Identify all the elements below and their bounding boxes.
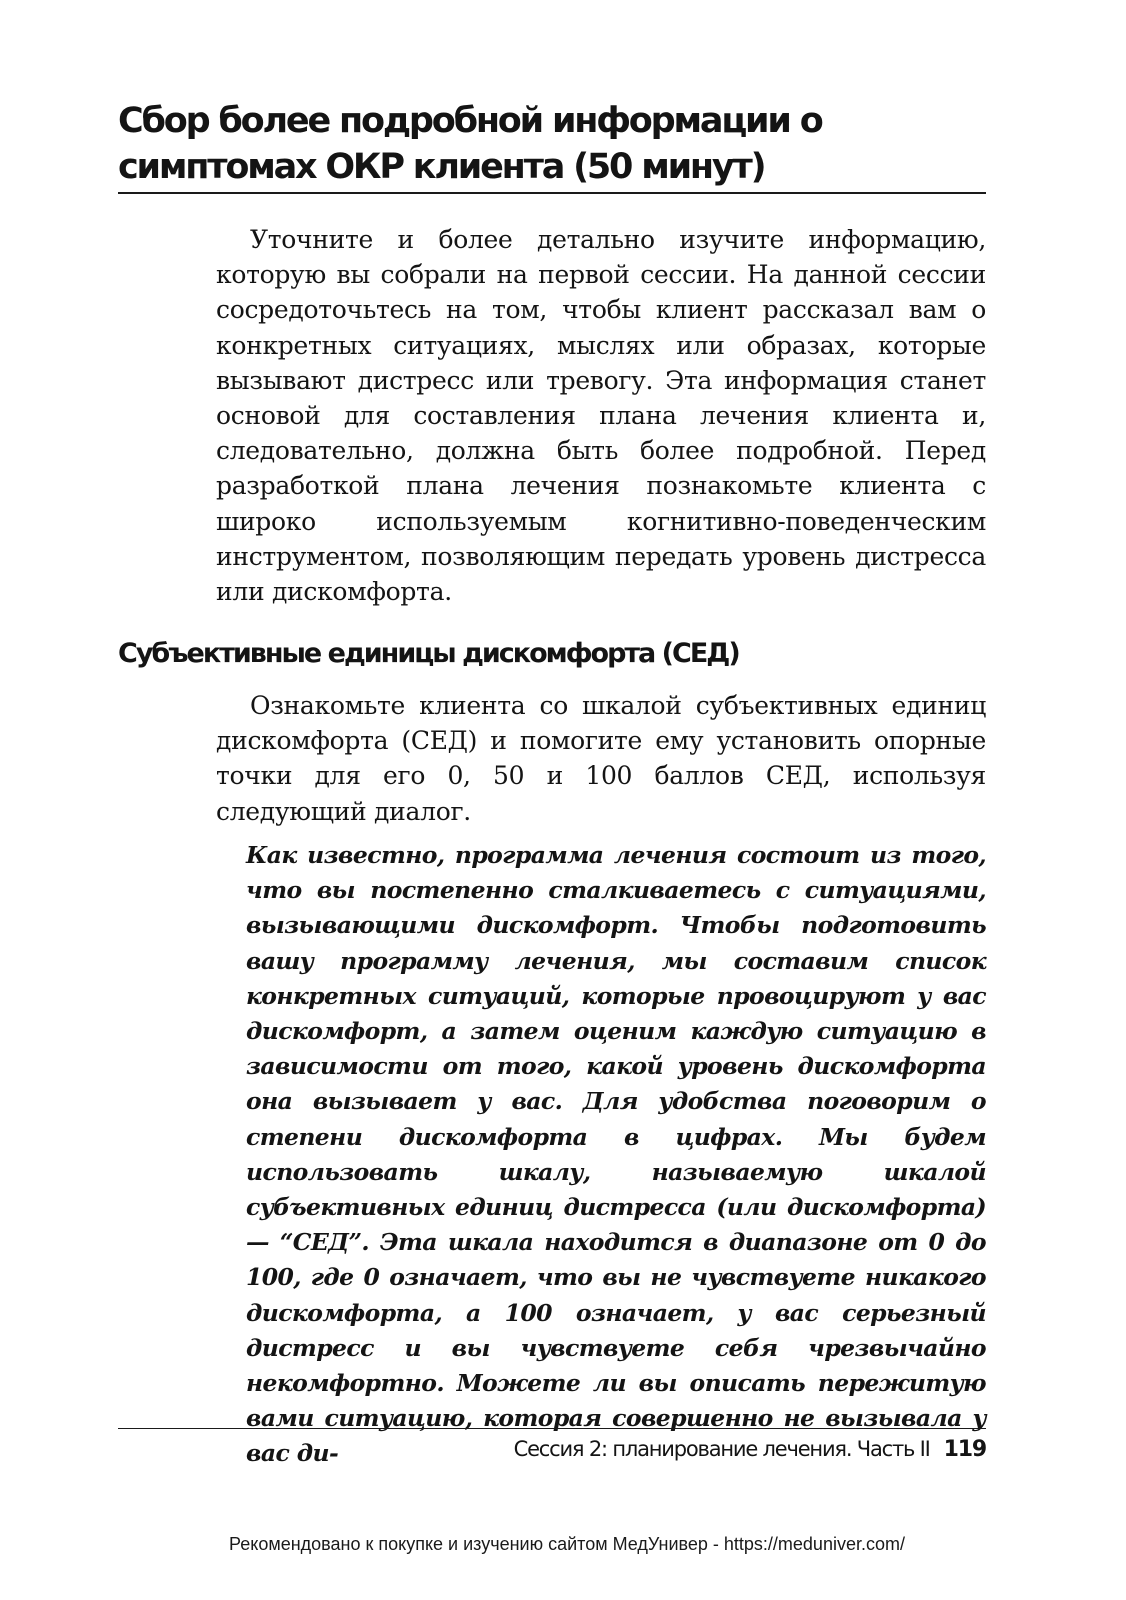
page-number: 119 [943,1437,986,1462]
page-footer [514,1434,986,1465]
body-paragraph-1 [216,222,986,609]
section-heading: Сбор более подробной информации о симптомах ОКР клиента (50 минут) [118,101,822,187]
watermark-text: Рекомендовано к покупке и изучению сайтом МедУнивер - https://meduniver.com/ [229,1534,905,1554]
paragraph-2-text: Ознакомьте клиента со шкалой субъективных единиц дискомфорта (СЕД) и помогите ему установить опорные точки для его 0, 50 и 100 баллов СЕД, используя следующий диалог. [216,691,986,826]
paragraph-1-text: Уточните и более детально изучите информацию, которую вы собрали на первой сессии. На данной сессии сосредоточьтесь на том, чтобы клиент рассказал вам о конкретных ситуациях, мыслях или образах, которые вызывают дистресс или тревогу. Эта информация станет основой для составления плана лечения клиента и, следовательно, должна быть более подробной. Перед разработкой плана лечения познакомьте клиента с широко используемым когнитивно-поведенческим инструментом, позволяющим передать уровень дистресса или дискомфорта. [216,225,986,607]
body-paragraph-2 [216,688,986,829]
footer-divider [118,1428,986,1429]
subsection-heading: Субъективные единицы дискомфорта (СЕД) [118,638,739,669]
dialogue-quote: Как известно, программа лечения состоит из того, что вы постепенно сталкиваетесь с ситуациями, вызывающими дискомфорт. Чтобы подготовить вашу программу лечения, мы составим список конкретных ситуаций, которые провоцируют у вас дискомфорт, а затем оценим каждую ситуацию в зависимости от того, какой уровень дискомфорта она вызывает у вас. Для удобства поговорим о степени дискомфорта в цифрах. Мы будем использовать шкалу, называемую шкалой субъективных единиц дистресса (или дискомфорта) — “СЕД”. Эта шкала находится в диапазоне от 0 до 100, где 0 означает, что вы не чувствуете никакого дискомфорта, а 100 означает, у вас серьезный дистресс и вы чувствуете себя чрезвычайно некомфортно. Можете ли вы описать пережитую вами ситуацию, которая совершенно не вызывала у вас ди- [246,841,986,1468]
heading-divider [118,192,986,194]
running-title: Сессия 2: планирование лечения. Часть II [513,1437,930,1461]
